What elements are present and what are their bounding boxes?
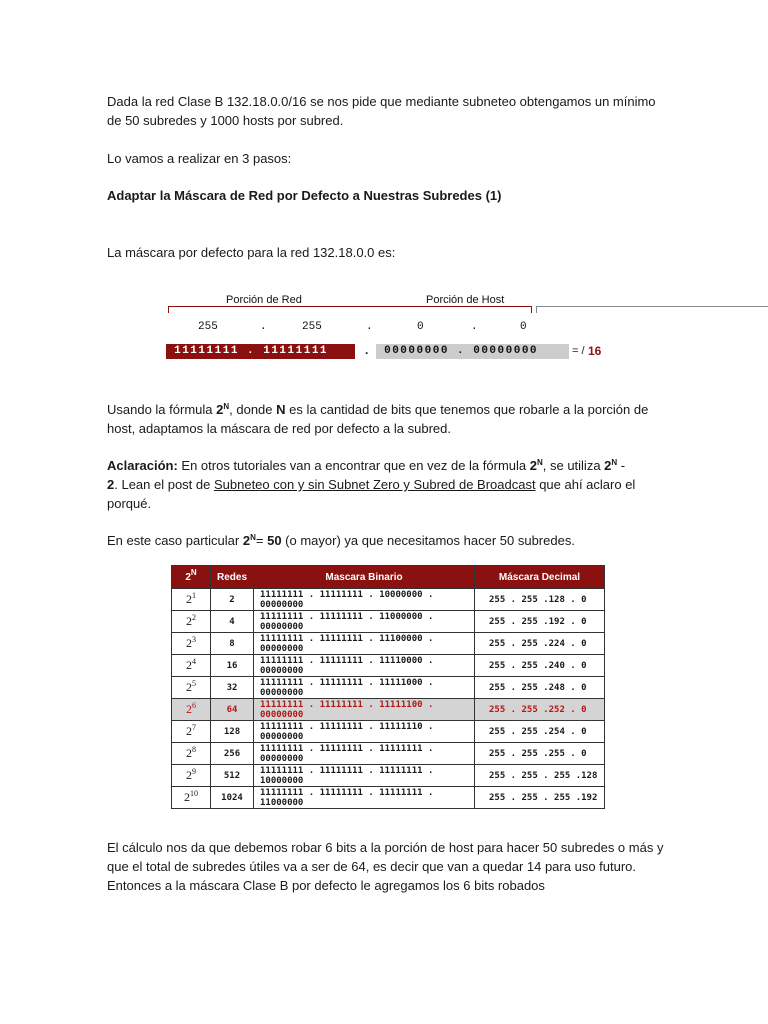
power-cell: $2^4$ bbox=[172, 655, 211, 677]
binary-cell: 11111111 . 11111111 . 11111110 . 00000000 bbox=[254, 721, 475, 743]
subnet-mask-table bbox=[171, 565, 605, 809]
note-minus-two: 2 bbox=[107, 477, 115, 492]
intro-paragraph: Dada la red Clase B 132.18.0.0/16 se nos pide que mediante subneteo obtengamos un mínimo de 50 subredes y 1000 hosts por subred. bbox=[107, 94, 656, 128]
case-fifty: 50 bbox=[267, 533, 282, 548]
table-row bbox=[172, 589, 605, 611]
redes-cell: 32 bbox=[211, 677, 254, 699]
power-exp: 6 bbox=[192, 701, 196, 710]
note-label: Aclaración: bbox=[107, 458, 178, 473]
power-exp: 5 bbox=[192, 679, 196, 688]
redes-cell: 8 bbox=[211, 633, 254, 655]
binary-cell: 11111111 . 11111111 . 11111111 . 11000000 bbox=[254, 787, 475, 809]
power-cell: $2^{10}$ bbox=[172, 787, 211, 809]
binary-cell: 11111111 . 11111111 . 11111100 . 00000000 bbox=[254, 699, 475, 721]
table-row bbox=[172, 765, 605, 787]
table-row bbox=[172, 677, 605, 699]
redes-cell: 4 bbox=[211, 611, 254, 633]
note-text: - bbox=[617, 458, 626, 473]
decimal-cell: 255 . 255 .240 . 0 bbox=[475, 655, 605, 677]
redes-cell: 64 bbox=[211, 699, 254, 721]
power-cell: $2^7$ bbox=[172, 721, 211, 743]
cidr-equals: = / bbox=[572, 345, 585, 357]
power-cell: $2^6$ bbox=[172, 699, 211, 721]
power-exp: 7 bbox=[192, 723, 196, 732]
host-binary bbox=[376, 344, 569, 359]
decimal-cell: 255 . 255 .192 . 0 bbox=[475, 611, 605, 633]
formula-n: N bbox=[276, 402, 286, 417]
binary-cell: 11111111 . 11111111 . 11110000 . 00000000 bbox=[254, 655, 475, 677]
table-row bbox=[172, 787, 605, 809]
network-binary bbox=[166, 344, 355, 359]
host-bracket bbox=[536, 306, 768, 313]
formula-text: es la cantidad de bits que tenemos que robarle a la porción de host, adaptamos la máscara de red por defecto a la subred. bbox=[107, 402, 649, 436]
case-text: = bbox=[255, 533, 268, 548]
note-paragraph bbox=[107, 456, 667, 513]
decimal-cell: 255 . 255 .255 . 0 bbox=[475, 743, 605, 765]
octet-1: 255 bbox=[198, 321, 218, 333]
default-mask-paragraph: La máscara por defecto para la red 132.18.0.0 es: bbox=[107, 245, 396, 260]
octet-dot: . bbox=[366, 321, 373, 333]
table-row bbox=[172, 655, 605, 677]
power-exp: 10 bbox=[190, 789, 198, 798]
power-cell: $2^5$ bbox=[172, 677, 211, 699]
power-exp: 3 bbox=[192, 635, 196, 644]
redes-cell: 1024 bbox=[211, 787, 254, 809]
decimal-cell: 255 . 255 . 255 .192 bbox=[475, 787, 605, 809]
formula-paragraph bbox=[107, 400, 667, 438]
case-formula-exp: N bbox=[250, 533, 256, 542]
note-formula-exp2: N bbox=[611, 458, 618, 467]
table-row bbox=[172, 743, 605, 765]
note-formula-base: 2 bbox=[529, 458, 537, 473]
network-portion-label: Porción de Red bbox=[226, 294, 302, 306]
octet-3: 0 bbox=[417, 321, 424, 333]
power-exp: 1 bbox=[192, 591, 196, 600]
power-exp: 4 bbox=[192, 657, 196, 666]
binary-cell: 11111111 . 11111111 . 11000000 . 00000000 bbox=[254, 611, 475, 633]
decimal-cell: 255 . 255 .128 . 0 bbox=[475, 589, 605, 611]
formula-text: Usando la fórmula bbox=[107, 402, 217, 417]
case-text: (o mayor) ya que necesitamos hacer 50 subredes. bbox=[281, 533, 575, 548]
binary-cell: 11111111 . 11111111 . 11111000 . 00000000 bbox=[254, 677, 475, 699]
redes-cell: 256 bbox=[211, 743, 254, 765]
header-power: $2^N$ bbox=[172, 566, 211, 589]
power-cell: $2^9$ bbox=[172, 765, 211, 787]
binary-cell: 11111111 . 11111111 . 11100000 . 00000000 bbox=[254, 633, 475, 655]
binary-dot: . bbox=[365, 343, 369, 357]
binary-cell: 11111111 . 11111111 . 11111111 . 10000000 bbox=[254, 765, 475, 787]
network-binary-text: 11111111 . 11111111 bbox=[174, 345, 329, 357]
redes-cell: 16 bbox=[211, 655, 254, 677]
table-header-row bbox=[172, 566, 605, 589]
note-text: que ahí aclaro el porqué. bbox=[107, 477, 636, 511]
power-cell: $2^1$ bbox=[172, 589, 211, 611]
header-power-exp: N bbox=[190, 567, 197, 577]
host-binary-text: 00000000 . 00000000 bbox=[384, 345, 539, 357]
octet-dot: . bbox=[260, 321, 267, 333]
power-exp: 8 bbox=[192, 745, 196, 754]
note-text: . Lean el post de bbox=[114, 477, 214, 492]
formula-base: 2 bbox=[216, 402, 224, 417]
table-row bbox=[172, 699, 605, 721]
power-exp: 9 bbox=[192, 767, 196, 776]
steps-paragraph: Lo vamos a realizar en 3 pasos: bbox=[107, 151, 292, 166]
octet-2: 255 bbox=[302, 321, 322, 333]
table-row bbox=[172, 633, 605, 655]
host-portion-label: Porción de Host bbox=[426, 294, 505, 306]
subnet-zero-link[interactable]: Subneteo con y sin Subnet Zero y Subred de Broadcast bbox=[213, 477, 536, 492]
header-binary: Mascara Binario bbox=[254, 566, 475, 589]
redes-cell: 512 bbox=[211, 765, 254, 787]
octet-4: 0 bbox=[520, 321, 527, 333]
formula-exponent: N bbox=[223, 402, 230, 411]
header-decimal: Máscara Decimal bbox=[475, 566, 605, 589]
decimal-cell: 255 . 255 .248 . 0 bbox=[475, 677, 605, 699]
cidr-value: 16 bbox=[588, 344, 602, 358]
octet-dot: . bbox=[471, 321, 478, 333]
redes-cell: 128 bbox=[211, 721, 254, 743]
decimal-cell: 255 . 255 . 255 .128 bbox=[475, 765, 605, 787]
power-cell: $2^2$ bbox=[172, 611, 211, 633]
case-paragraph bbox=[107, 531, 667, 550]
section-heading: Adaptar la Máscara de Red por Defecto a Nuestras Subredes (1) bbox=[107, 188, 502, 203]
binary-cell: 11111111 . 11111111 . 10000000 . 00000000 bbox=[254, 589, 475, 611]
table-row bbox=[172, 721, 605, 743]
case-text: En este caso particular bbox=[107, 533, 243, 548]
redes-cell: 2 bbox=[211, 589, 254, 611]
power-cell: $2^8$ bbox=[172, 743, 211, 765]
binary-cell: 11111111 . 11111111 . 11111111 . 00000000 bbox=[254, 743, 475, 765]
power-cell: $2^3$ bbox=[172, 633, 211, 655]
note-formula-exp: N bbox=[536, 458, 543, 467]
decimal-cell: 255 . 255 .254 . 0 bbox=[475, 721, 605, 743]
formula-text: , donde bbox=[229, 402, 277, 417]
power-exp: 2 bbox=[192, 613, 196, 622]
decimal-cell: 255 . 255 .252 . 0 bbox=[475, 699, 605, 721]
note-text: , se utiliza bbox=[542, 458, 605, 473]
conclusion-paragraph: El cálculo nos da que debemos robar 6 bits a la porción de host para hacer 50 subredes o más y que el total de subredes útiles va a ser de 64, es decir que van a quedar 14 para uso futuro. Entonces a la máscara Clase B por defecto le agregamos los 6 bits robados bbox=[107, 840, 664, 893]
note-formula-base2: 2 bbox=[604, 458, 612, 473]
case-formula-base: 2 bbox=[242, 533, 251, 548]
table-row bbox=[172, 611, 605, 633]
mask-diagram bbox=[166, 292, 606, 362]
note-text: En otros tutoriales van a encontrar que en vez de la fórmula bbox=[177, 458, 530, 473]
header-redes: Redes bbox=[211, 566, 254, 589]
decimal-cell: 255 . 255 .224 . 0 bbox=[475, 633, 605, 655]
network-bracket bbox=[168, 306, 532, 313]
